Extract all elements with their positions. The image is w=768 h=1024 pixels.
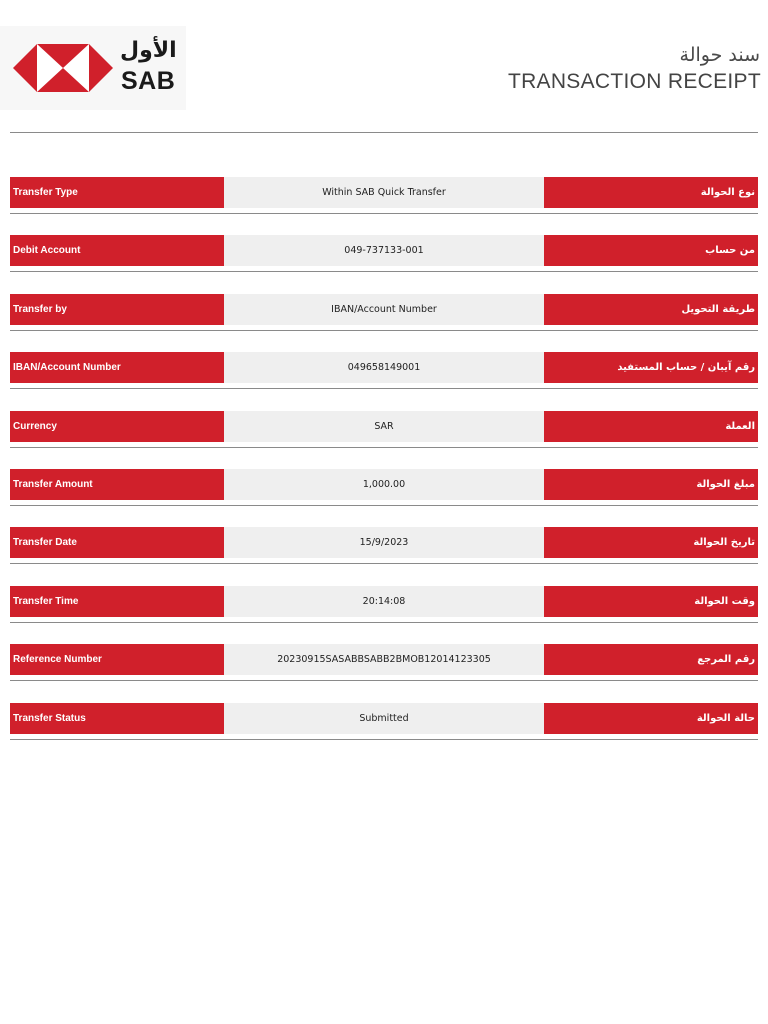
row-divider bbox=[10, 388, 758, 389]
row-value: Submitted bbox=[224, 703, 544, 734]
header-divider bbox=[10, 132, 758, 133]
row-label: Transfer Amount bbox=[10, 469, 224, 500]
row-divider bbox=[10, 505, 758, 506]
row-value: Within SAB Quick Transfer bbox=[224, 177, 544, 208]
row-value: 20230915SASABBSABB2BMOB12014123305 bbox=[224, 644, 544, 675]
row-label: Currency bbox=[10, 411, 224, 442]
sab-hexagon-logo-icon bbox=[13, 44, 113, 92]
detail-row-transfer-status bbox=[10, 703, 758, 761]
row-label-arabic: حالة الحوالة bbox=[544, 703, 758, 734]
detail-row-transfer-time bbox=[10, 586, 758, 644]
row-label: IBAN/Account Number bbox=[10, 352, 224, 383]
detail-row-iban bbox=[10, 352, 758, 410]
row-label: Transfer by bbox=[10, 294, 224, 325]
row-value: 1,000.00 bbox=[224, 469, 544, 500]
row-label-arabic: رقم المرجع bbox=[544, 644, 758, 675]
row-label: Transfer Type bbox=[10, 177, 224, 208]
row-label: Debit Account bbox=[10, 235, 224, 266]
detail-row-reference-number bbox=[10, 644, 758, 702]
receipt-title-arabic: سند حوالة bbox=[679, 44, 760, 66]
row-label-arabic: مبلغ الحوالة bbox=[544, 469, 758, 500]
row-value: 15/9/2023 bbox=[224, 527, 544, 558]
row-label-arabic: طريقة التحويل bbox=[544, 294, 758, 325]
row-divider bbox=[10, 739, 758, 740]
row-label-arabic: العملة bbox=[544, 411, 758, 442]
receipt-details bbox=[10, 177, 758, 761]
row-divider bbox=[10, 447, 758, 448]
sab-logo bbox=[0, 26, 186, 110]
row-label: Reference Number bbox=[10, 644, 224, 675]
row-divider bbox=[10, 330, 758, 331]
detail-row-debit-account bbox=[10, 235, 758, 293]
row-value: 049658149001 bbox=[224, 352, 544, 383]
row-label-arabic: رقم آيبان / حساب المستفيد bbox=[544, 352, 758, 383]
row-value: SAR bbox=[224, 411, 544, 442]
row-label-arabic: نوع الحوالة bbox=[544, 177, 758, 208]
row-divider bbox=[10, 680, 758, 681]
detail-row-transfer-by bbox=[10, 294, 758, 352]
row-divider bbox=[10, 213, 758, 214]
detail-row-currency bbox=[10, 411, 758, 469]
receipt-title: TRANSACTION RECEIPT bbox=[507, 70, 761, 93]
row-label: Transfer Date bbox=[10, 527, 224, 558]
row-value: 049-737133-001 bbox=[224, 235, 544, 266]
logo-english-text: SAB bbox=[121, 67, 176, 95]
row-divider bbox=[10, 271, 758, 272]
detail-row-transfer-date bbox=[10, 527, 758, 585]
detail-row-transfer-type bbox=[10, 177, 758, 235]
row-label-arabic: وقت الحوالة bbox=[544, 586, 758, 617]
row-label-arabic: تاريخ الحوالة bbox=[544, 527, 758, 558]
logo-arabic-text: الأول bbox=[120, 38, 177, 63]
row-value: IBAN/Account Number bbox=[224, 294, 544, 325]
row-label-arabic: من حساب bbox=[544, 235, 758, 266]
row-divider bbox=[10, 563, 758, 564]
row-divider bbox=[10, 622, 758, 623]
row-label: Transfer Time bbox=[10, 586, 224, 617]
row-value: 20:14:08 bbox=[224, 586, 544, 617]
row-label: Transfer Status bbox=[10, 703, 224, 734]
detail-row-transfer-amount bbox=[10, 469, 758, 527]
